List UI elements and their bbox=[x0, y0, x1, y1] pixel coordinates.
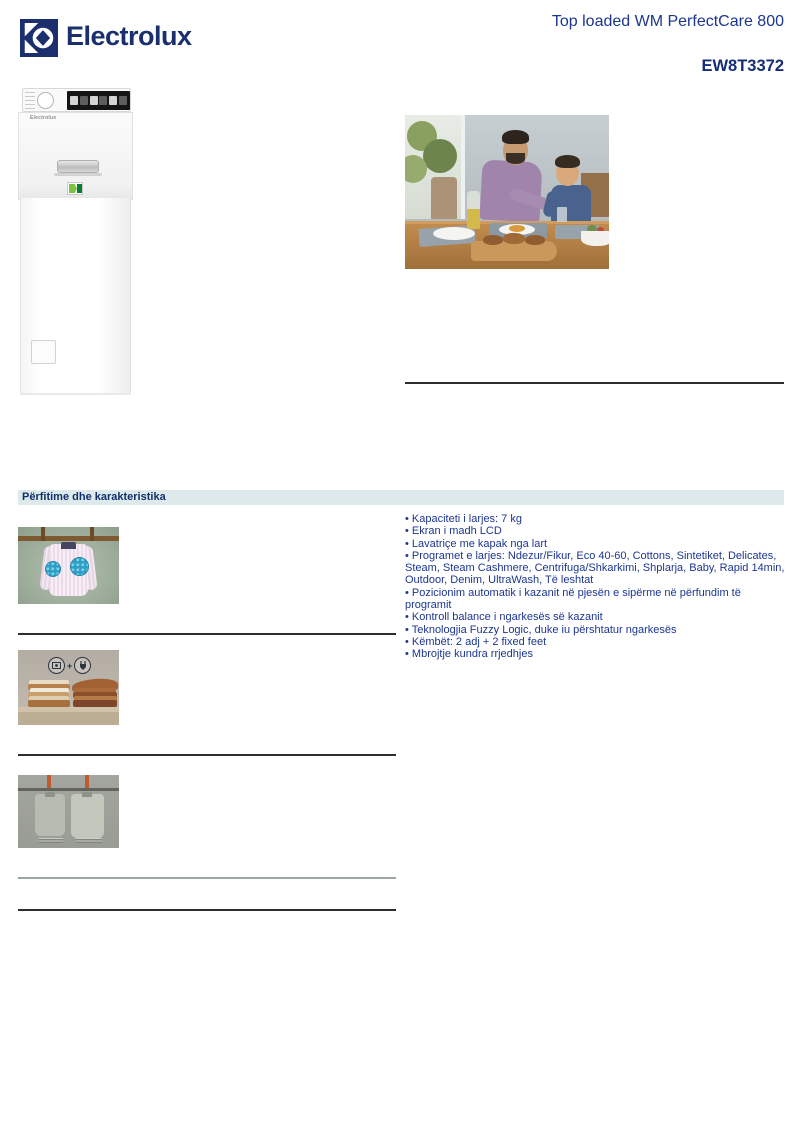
divider bbox=[18, 909, 396, 911]
divider bbox=[18, 754, 396, 756]
shirt bbox=[71, 794, 104, 838]
bottle bbox=[467, 191, 480, 229]
stain-zoom-circle-icon bbox=[70, 557, 89, 576]
shirt bbox=[35, 794, 65, 836]
machine-brand-text: Electrolux bbox=[30, 115, 57, 121]
features-list bbox=[405, 513, 785, 661]
model-number: EW8T3372 bbox=[701, 57, 784, 75]
feature-bullet: • Pozicionim automatik i kazanit në pjesën e sipërme në përfundim të programit bbox=[405, 586, 741, 612]
feature-bullet: • Programet e larjes: Ndezur/Fikur, Eco 40-60, Cottons, Sintetiket, Delicates, Steam, Steam Cashmere, Centrifuga/Shkarkimi, Shplarja, Baby, Rapid 14min, Outdoor, Denim, UltraWash, Të leshtat bbox=[405, 549, 785, 587]
energy-label-icon bbox=[67, 182, 83, 195]
plus-sign: + bbox=[67, 661, 73, 671]
product-photo-washing-machine bbox=[18, 88, 133, 396]
divider bbox=[405, 382, 784, 384]
feature-photo-towel-stacks-savings bbox=[18, 650, 119, 725]
brand-wordmark: Electrolux bbox=[66, 21, 192, 51]
divider bbox=[18, 877, 396, 879]
divider bbox=[18, 633, 396, 635]
chair bbox=[431, 177, 457, 219]
feature-photo-hanging-shirts bbox=[18, 775, 119, 848]
machine-program-dial bbox=[37, 92, 54, 109]
banknote-circle-icon bbox=[48, 657, 65, 674]
feature-bullet: • Këmbët: 2 adj + 2 fixed feet bbox=[405, 635, 547, 648]
machine-lcd-display bbox=[67, 91, 130, 110]
feature-bullet: • Ekran i madh LCD bbox=[405, 525, 502, 538]
salad-bowl bbox=[581, 231, 609, 246]
machine-filter-hatch bbox=[31, 340, 56, 364]
electrolux-logo-icon bbox=[20, 19, 58, 57]
feature-bullet: • Lavatriçe me kapak nga lart bbox=[405, 537, 548, 550]
cutting-board bbox=[471, 241, 557, 261]
section-title: Përfitime dhe karakteristika bbox=[22, 491, 166, 503]
feature-bullet: • Kontroll balance i ngarkesës së kazanit bbox=[405, 611, 603, 624]
benefits-section-header bbox=[18, 490, 784, 505]
product-family-title: Top loaded WM PerfectCare 800 bbox=[551, 13, 784, 30]
feature-photo-stain-removal-shirt bbox=[18, 527, 119, 604]
plug-circle-icon bbox=[74, 657, 91, 674]
feature-bullet: • Teknologjia Fuzzy Logic, duke iu përshtatur ngarkesës bbox=[405, 623, 677, 636]
machine-control-panel bbox=[22, 88, 131, 112]
stain-zoom-circle-icon bbox=[45, 561, 61, 577]
feature-bullet: • Mbrojtje kundra rrjedhjes bbox=[405, 648, 533, 661]
machine-body bbox=[20, 198, 131, 394]
machine-lid-handle bbox=[57, 160, 99, 173]
feature-bullet: • Kapaciteti i larjes: 7 kg bbox=[405, 513, 522, 525]
lifestyle-photo-father-son-dining bbox=[405, 115, 609, 269]
